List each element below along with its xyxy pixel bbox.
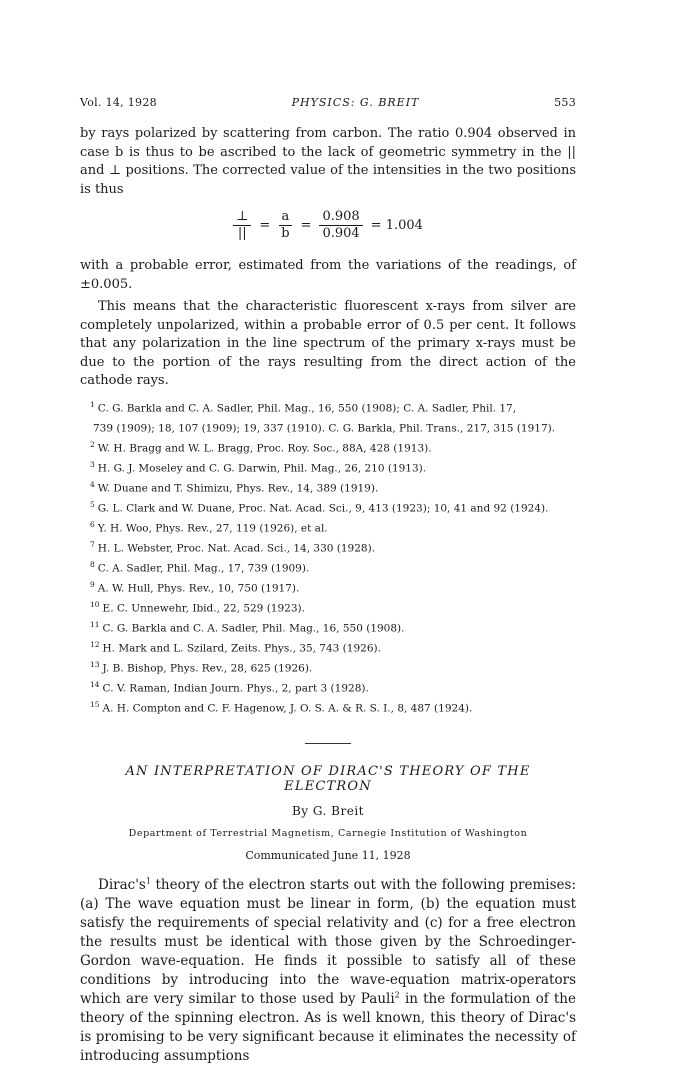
equals-sign: =: [300, 217, 312, 233]
article-affiliation: Department of Terrestrial Magnetism, Carnegie Institution of Washington: [128, 827, 528, 839]
eq-mid-num: a: [279, 209, 293, 226]
footnote: $^4$ W. Duane and T. Shimizu, Phys. Rev., 14, 389 (1919).: [90, 479, 379, 494]
article-communicated: Communicated June 11, 1928: [245, 848, 411, 862]
eq-mid-den: b: [281, 225, 290, 241]
paragraph-3: This means that the characteristic fluorescent x-rays from silver are completely unpolarized, within a probable error of 0.5 per cent. It follows that any polarization in the line spectrum of the primary x-rays must be due to the portion of the rays resulting from the direct action of the cathode rays.: [80, 299, 576, 388]
eq-rhs-num: 0.908: [319, 209, 362, 226]
paragraph-1: by rays polarized by scattering from carbon. The ratio 0.904 observed in case b is thus to be ascribed to the lack of geometric symmetry in the || and ⊥ positions. The corrected value of the intensities in the two positions is thus: [80, 126, 576, 197]
footnote: $^{12}$ H. Mark and L. Szilard, Zeits. Phys., 35, 743 (1926).: [90, 639, 381, 654]
footnote: $^3$ H. G. J. Moseley and C. G. Darwin, Phil. Mag., 26, 210 (1913).: [90, 459, 427, 474]
footnote: $^7$ H. L. Webster, Proc. Nat. Acad. Sci., 14, 330 (1928).: [90, 539, 376, 554]
footnote: $^{10}$ E. C. Unnewehr, Ibid., 22, 529 (1923).: [90, 599, 305, 614]
article-byline: By G. Breit: [291, 803, 364, 818]
equation-lhs: [233, 209, 251, 242]
article-body: [80, 876, 576, 1066]
eq-lhs-num: ⊥: [233, 209, 251, 226]
equals-sign: =: [259, 217, 271, 233]
footnote: $^8$ C. A. Sadler, Phil. Mag., 17, 739 (1909).: [90, 559, 310, 574]
footnote: $^6$ Y. H. Woo, Phys. Rev., 27, 119 (1926), et al.: [90, 519, 328, 534]
footnote: $^1$ C. G. Barkla and C. A. Sadler, Phil. Mag., 16, 550 (1908); C. A. Sadler, Phil. 17,: [90, 399, 517, 414]
eq-rhs-den: 0.904: [322, 225, 360, 241]
footnote: $^{11}$ C. G. Barkla and C. A. Sadler, Phil. Mag., 16, 550 (1908).: [90, 619, 405, 634]
running-head: [80, 96, 576, 109]
header-page-number: 553: [554, 96, 576, 109]
equation-mid: [278, 209, 292, 242]
equation-result: = 1.004: [370, 217, 423, 233]
eq-lhs-den: ||: [237, 225, 247, 241]
paragraph-2: with a probable error, estimated from the variations of the readings, of ±0.005.: [80, 258, 576, 292]
footnote-ref: 1: [145, 876, 151, 885]
equation-rhs: [319, 209, 362, 242]
footnote: 739 (1909); 18, 107 (1909); 19, 337 (1910). C. G. Barkla, Phil. Trans., 217, 315 (1917).: [93, 422, 556, 434]
footnote: $^2$ W. H. Bragg and W. L. Bragg, Proc. Roy. Soc., 88A, 428 (1913).: [90, 439, 432, 454]
footnote: $^9$ A. W. Hull, Phys. Rev., 10, 750 (1917).: [90, 579, 300, 594]
article-title: AN INTERPRETATION OF DIRAC'S THEORY OF THE ELECTRON: [125, 763, 531, 794]
equation: [80, 203, 576, 247]
header-volume: Vol. 14, 1928: [80, 96, 157, 109]
footnote: $^{14}$ C. V. Raman, Indian Journ. Phys., 2, part 3 (1928).: [90, 679, 369, 694]
footnote: $^{13}$ J. B. Bishop, Phys. Rev., 28, 625 (1926).: [90, 659, 313, 674]
page: [80, 96, 576, 1066]
body-paragraph-1: Dirac's$^1$ theory of the electron starts out with the following premises: (a) The wave equation must be linear in form, (b) the equation must satisfy the requirements of special relativity and (c) for a free electron the results must be identical with those given by the Schroedinger-Gordon wave-equation. He finds it possible to satisfy all of these conditions by introducing into the wave-equation matrix-operators which are very similar to those used by Pauli$^2$ in the formulation of the theory of the spinning electron. As is well known, this theory of Dirac's is promising to be very significant because it eliminates the necessity of introducing assumptions: [80, 876, 576, 1064]
footnotes: [80, 397, 576, 717]
section-divider: [305, 743, 351, 744]
footnote: $^{15}$ A. H. Compton and C. F. Hagenow, J. O. S. A. & R. S. I., 8, 487 (1924).: [90, 699, 473, 714]
footnote-ref: 2: [394, 990, 400, 999]
header-title: PHYSICS: G. BREIT: [291, 96, 420, 109]
footnote: $^5$ G. L. Clark and W. Duane, Proc. Nat. Acad. Sci., 9, 413 (1923); 10, 41 and 92 (1924).: [90, 499, 549, 514]
